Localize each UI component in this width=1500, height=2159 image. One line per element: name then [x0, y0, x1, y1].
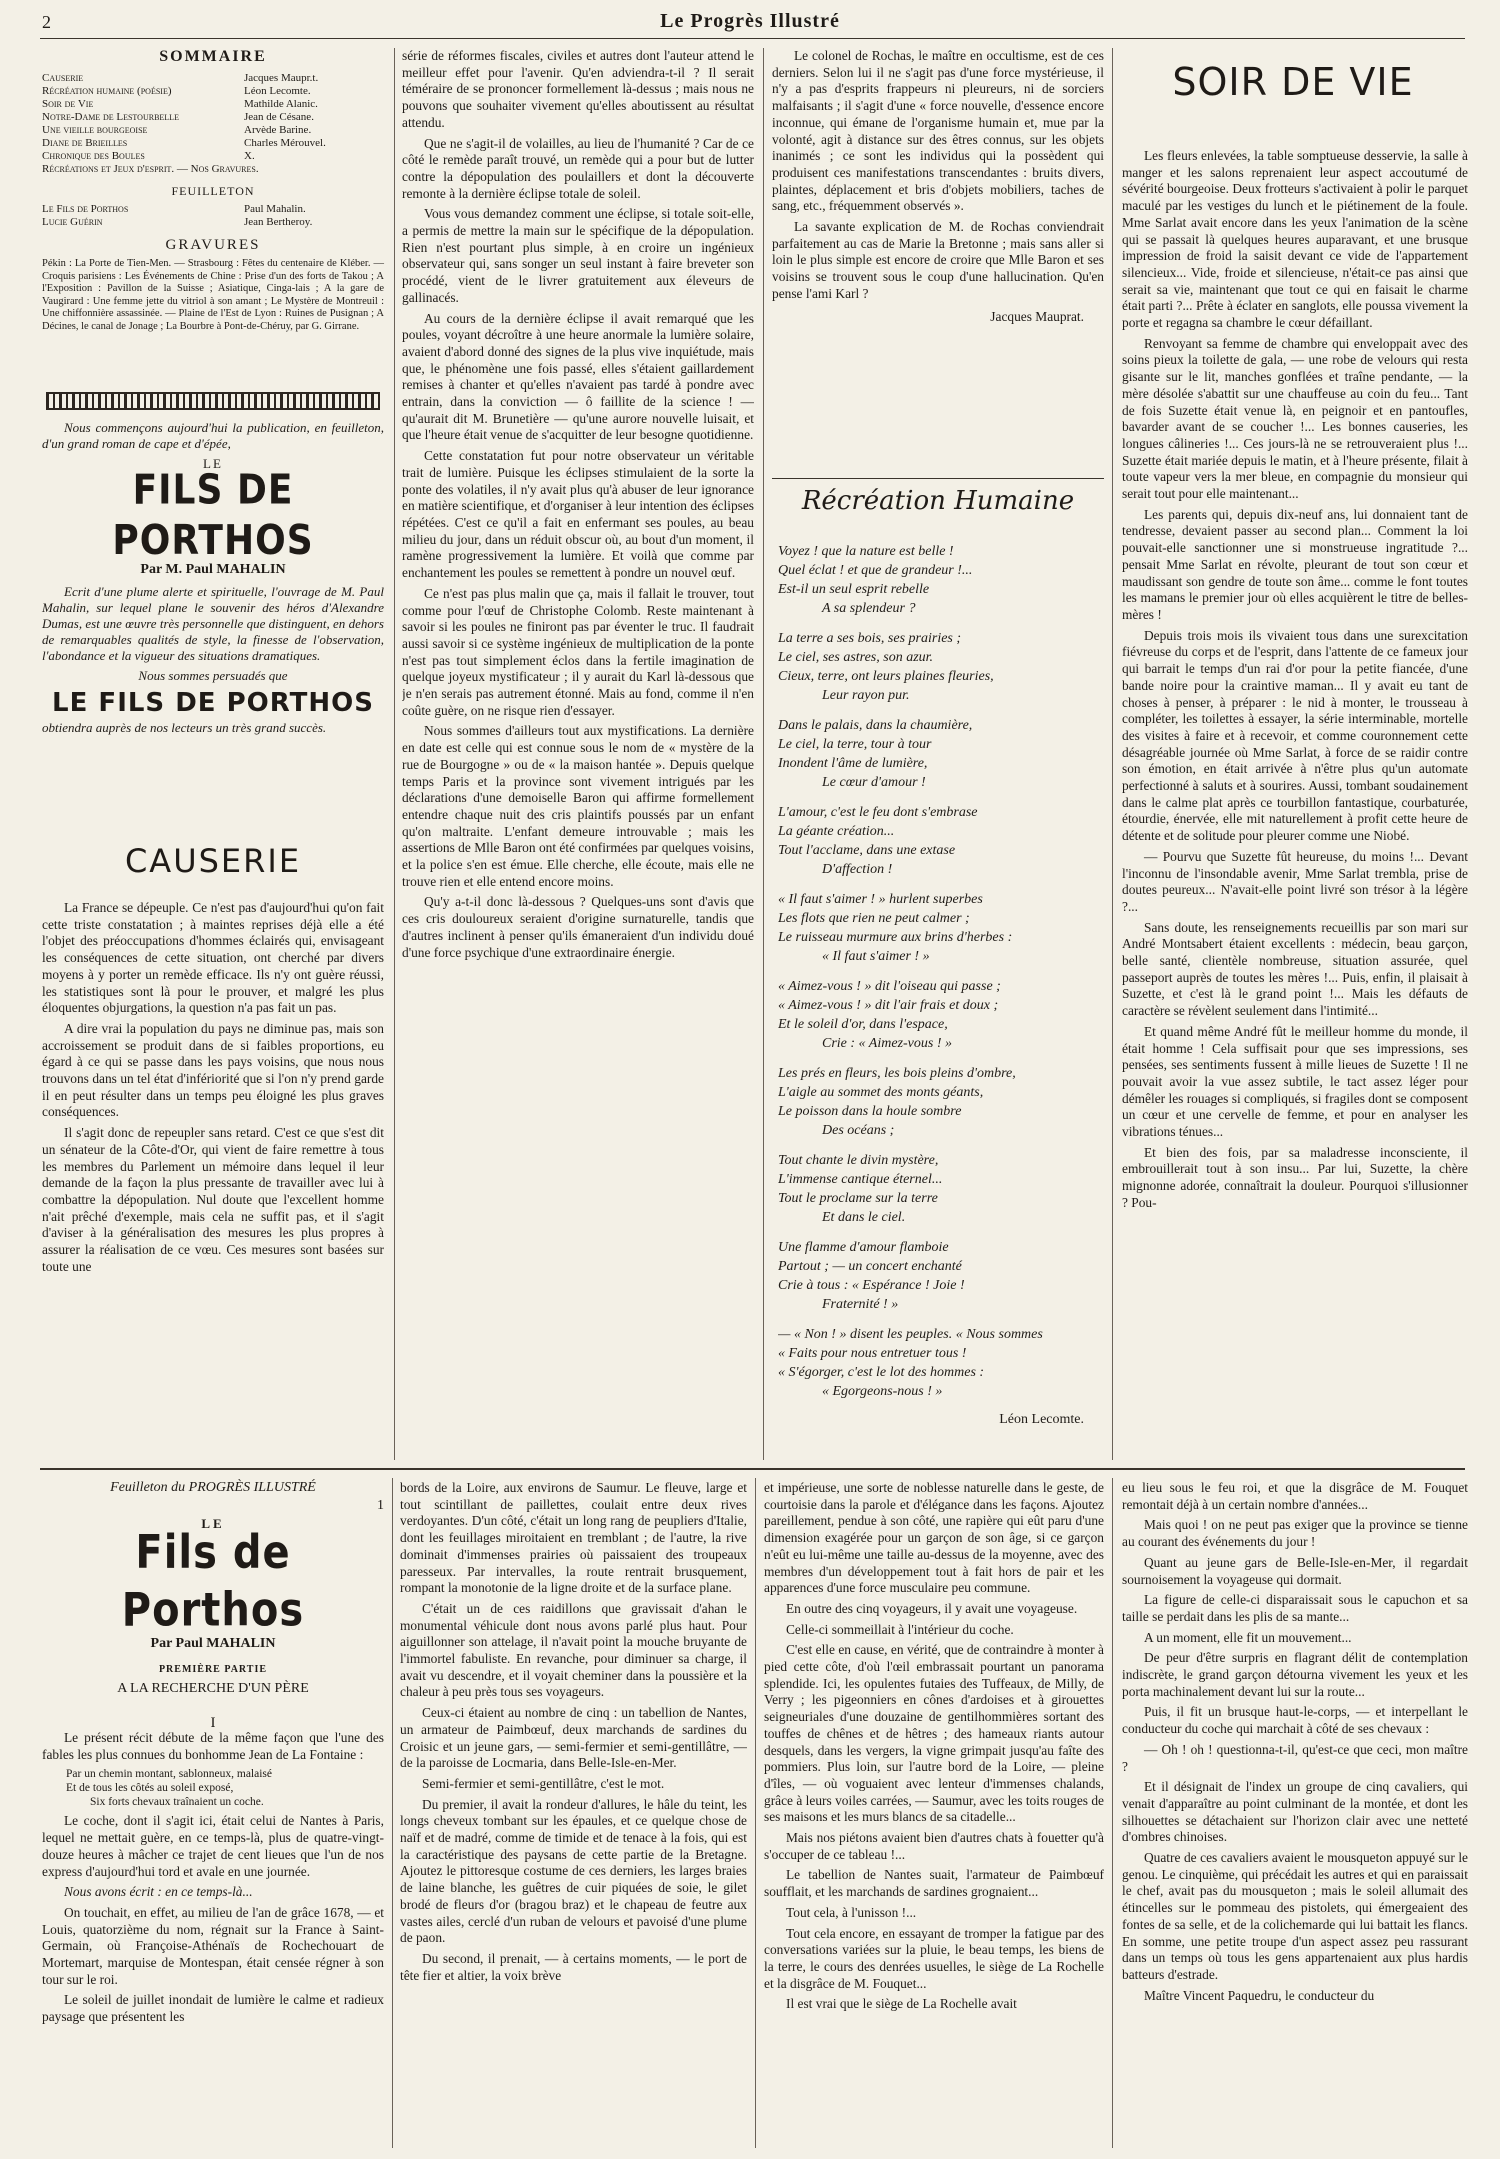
poem-line: Le cœur d'amour ! [822, 775, 926, 790]
poem-line: « Aimez-vous ! » dit l'oiseau qui passe ; [778, 979, 1001, 994]
sommaire-row: Causerie Jacques Maupr.t. [42, 72, 319, 84]
poem-line: « Il faut s'aimer ! » [822, 949, 930, 964]
poem-stanza [778, 890, 1104, 966]
poem-stanza [778, 1064, 1104, 1140]
paragraph: Renvoyant sa femme de chambre qui enveloppait avec des soins pieux la toilette de gala, — une robe de velours qui resta gisante sur le lit, manches gonflées et traîne pendante, — la mère désolée s'abattit sur une chauffeuse au coin du feu... Tant de fois Suzette était venue là, en peignoir et en pantoufles, bavarder avant de se coucher !... Les bonnes causeries, les longues câlineries !... Ces jours-là ne se retrouveraient plus !... Suzette était mariée depuis le matin, et à l'heure présente, filait à toute vapeur vers la mer bleue, en compagnie du monsieur qui serait tout pour elle maintenant... [1122, 335, 1468, 502]
paragraph: Il s'agit donc de repeupler sans retard. C'est ce que s'est dit un sénateur de la Côte-d'Or, qui vient de faire remettre à tous les membres du Parlement un mémoire dans lequel il leur demande de la façon la plus pressante de travailler avec lui à combattre la dépopulation. Nul doute que l'excellent homme n'ait prêché d'exemple, mais cela ne suffit pas, et il s'agit d'aviser à la généralisation des mesures les plus propres à assurer la réalisation de ce vœu. Ces mesures sont basées sur toute une [42, 1125, 384, 1274]
paragraph: La France se dépeuple. Ce n'est pas d'aujourd'hui qu'on fait cette triste constatation ; à maintes reprises déjà elle a été l'objet des préoccupations d'hommes éclairés qui, envisageant les conséquences de cette situation, ont cherché par divers moyens à y porter un remède efficace. Ils n'y ont guère réussi, les statistiques sont là pour le prouver, et malgré les plus éloquentes objurgations, la question n'a pas fait un pas. [42, 900, 384, 1016]
poem-signature: Léon Lecomte. [999, 1412, 1084, 1427]
paragraph: Le soleil de juillet inondait de lumière le calme et radieux paysage que présentent les [42, 1992, 384, 2025]
column-rule [1112, 1478, 1113, 2148]
paragraph: De peur d'être surpris en flagrant délit de contemplation indiscrète, le grand garçon détourna vivement les yeux et les porta machinalement devant lui sur la route... [1122, 1650, 1468, 1699]
paragraph: Sans doute, les renseignements recueillis par son mari sur André Montsabert étaient excellents : médecin, beau garçon, belle santé, clientèle nombreuse, situation assurée, quel passeport auprès de toutes les mères !... Puis, enfin, il plaisait à Suzette, et c'est là le grand point !... Mais les défauts de caractère se révèlent seulement dans l'intimité... [1122, 919, 1468, 1019]
column-rule [763, 48, 764, 1460]
sommaire-row: Chronique des Boules X. [42, 150, 255, 162]
poem-line: La géante création... [778, 824, 895, 839]
paragraph: Celle-ci sommeillait à l'intérieur du coche. [786, 1621, 1014, 1637]
poem-stanza [778, 1238, 1104, 1314]
announcement-block [42, 420, 384, 736]
poem-line: D'affection ! [822, 862, 893, 877]
paragraph: Il est vrai que le siège de La Rochelle avait [786, 1996, 1017, 2012]
sommaire-block [42, 48, 384, 333]
poem-line: Leur rayon pur. [822, 688, 910, 703]
paragraph: Et il désignait de l'index un groupe de cinq cavaliers, qui venait d'apparaître au point culminant de la montée, et dont les silhouettes se détachaient sur l'horizon clair avec une netteté d'ombres chinoises. [1122, 1779, 1468, 1845]
paragraph: Le colonel de Rochas, le maître en occultisme, est de ces derniers. Selon lui il ne s'agit pas d'une force mystérieuse, il n'y a pas d'esprits frappeurs ni pleureurs, ni de sorciers malfaisants ; il s'agit d'une « force nouvelle, d'essence encore inconnue, qui émane de l'organisme humain et, mue par la volonté, agit à distance sur des êtres connus, sur les objets inanimés ; ce sont les individus qui la possèdent qui produisent ces manifestations transcendantes : bruits divers, plaintes, déplacement et bris d'objets mobiliers, taches de sang, etc., fréquemment observés ». [772, 48, 1104, 214]
paragraph: Tout cela, à l'unisson !... [786, 1904, 917, 1920]
announce-author: Par M. Paul MAHALIN [140, 562, 286, 577]
paragraph: — Oh ! oh ! questionna-t-il, qu'est-ce que ceci, mon maître ? [1122, 1741, 1468, 1774]
causerie-column-2 [402, 48, 754, 1460]
quote-line: Et de tous les côtés au soleil exposé, [66, 1782, 234, 1795]
poem-line: Est-il un seul esprit rebelle [778, 582, 930, 597]
paragraph: Nous sommes d'ailleurs tout aux mystifications. La dernière en date est celle qui est connue sous le nom de « mystère de la rue de Bourgogne » ou de « la maison hantée ». Depuis quelque temps Paris et la province sont vivement intrigués par les déclarations d'une demoiselle Baron qui affirme formellement entendre chaque nuit des cris plaintifs poussés par un enfant qu'on maltraite. L'enfant demeure introuvable ; mais les assertions de Mlle Baron ont été confirmées par quelques voisins, et la police s'en est émue. Elle cherche, elle écoute, mais elle ne trouve rien et elle entend encore moins. [402, 723, 754, 889]
journal-title: Le Progrès Illustré [660, 10, 840, 32]
gravures-title: GRAVURES [165, 237, 261, 253]
poem-line: Tout chante le divin mystère, [778, 1153, 939, 1168]
paragraph: Depuis trois mois ils vivaient tous dans une surexcitation fiévreuse du corps et de l'esprit, dans l'attente de ce fameux jour qui barrait le temps d'un rai d'or pour la petite fiancée, d'une bande noire pour la craintive maman... Il y avait eu tant de choses à penser, à préparer : le nid à monter, le trousseau à compléter, les toilettes à essayer, la série interminable, mortelle des visites à faire et à recevoir, et comme couronnement cette désagréable journée où Mme Sarlat, à force de se raidir contre son émotion, en était arrivée à n'être plus qu'un automate perfectionné à saluts et à sourires. Aussi, tombant soudainement dans le calme plat après ce tourbillon fantastique, courbaturée, étourdie, énervée, elle mit naturellement à profit cette heure de détente et de solitude pour pleurer comme une Niobé. [1122, 627, 1468, 844]
paragraph: Les fleurs enlevées, la table somptueuse desservie, la salle à manger et les salons reprenaient leur aspect accoutumé de sévérité bourgeoise. Deux frotteurs s'activaient à polir le parquet maculé par les vestiges du lunch et le piétinement de la foule. Mme Sarlat avait encore dans les yeux l'animation de la scène qui se passait là quelques heures auparavant, et une brusque impression de froid la saisit devant ce vide de l'appartement silencieux... Vide, froide et silencieuse, n'était-ce pas ainsi que serait sa vie, maintenant que tout ce qui en faisait le charme était parti ?... Prête à éclater en sanglots, elle poussa vivement la porte et regagna sa chambre le cœur défaillant. [1122, 148, 1468, 331]
fable-quote [42, 1767, 384, 1809]
poem-line: Dans le palais, dans la chaumière, [778, 718, 973, 733]
poem-line: Tout le proclame sur la terre [778, 1191, 938, 1206]
column-rule [755, 1478, 756, 2148]
poem-stanza [778, 977, 1104, 1053]
feuilleton-header [42, 1480, 384, 1732]
poem-stanza [778, 1325, 1104, 1401]
soir-title: SOIR DE VIE [1172, 60, 1414, 104]
poem-line: A sa splendeur ? [822, 601, 916, 616]
poem-line: Tout l'acclame, dans une extase [778, 843, 956, 858]
paragraph: Mais quoi ! on ne peut pas exiger que la province se tienne au courant des événements du jour ! [1122, 1517, 1468, 1550]
paragraph: Ce n'est pas plus malin que ça, mais il fallait le trouver, tout comme pour l'œuf de Christophe Colomb. Reste maintenant à savoir si les poules ne finiront pas par éventer le truc. Il faudrait aussi savoir si ce système ingénieux de multiplication de la ponte n'est pas tout simplement éclos dans la fertile imagination de quelque joyeux mystificateur ; il y aurait du Karl là-dessous que je n'en serais pas autrement étonné. Mais au fond, comme il n'en coûte guère, on ne risque rien d'essayer. [402, 585, 754, 718]
announce-title: FILS DE PORTHOS [112, 466, 314, 565]
poem-line: Voyez ! que la nature est belle ! [778, 544, 954, 559]
poem-line: Les prés en fleurs, les bois pleins d'ombre, [778, 1066, 1016, 1081]
poem-line: Quel éclat ! et que de grandeur !... [778, 563, 973, 578]
announce-description: Ecrit d'une plume alerte et spirituelle, l'ouvrage de M. Paul Mahalin, sur lequel plane le souvenir des héros d'Alexandre Dumas, est une œuvre très personnelle que distinguent, en dehors de remarquables qualités de style, la finesse de l'observation, l'abondance et la vigueur des situations dramatiques. [42, 584, 384, 663]
section-rule [772, 478, 1104, 479]
paragraph: La savante explication de M. de Rochas conviendrait parfaitement au cas de Marie la Bretonne ; mais sans aller si loin le plus simple est encore de croire que Mlle Baron et ses voisins se trouvent sous le coup d'une hallucination. Qu'en pense l'ami Karl ? [772, 219, 1104, 301]
paragraph: C'était un de ces raidillons que gravissait d'ahan le monumental véhicule dont nous avons parlé plus haut. Pour aiguillonner son attelage, il n'avait point la mouche bruyante de l'immortel fabuliste. En revanche, pour diminuer sa charge, il avait vu descendre, et il voyait cheminer dans la poussière et la chaleur à peu près tous ses voyageurs. [400, 1600, 747, 1700]
poem-line: Le poisson dans la houle sombre [778, 1104, 962, 1119]
poem-stanza [778, 1151, 1104, 1227]
gravures-text: Pékin : La Porte de Tien-Men. — Strasbourg : Fêtes du centenaire de Kléber. — Croquis parisiens : Les Événements de Chine : Prise d'un des forts de Takou ; A l'Exposition : Pavillon de la Suisse ; Asiatique, Cinga-lais ; A la gare de Vaugirard : Une femme jette du vitriol à son amant ; Le Mystère de Montreuil : Une chiffonnière assassinée. — Plaine de l'Est de Lyon : Ruines de Pusignan ; A Décines, le canal de Jonage ; La Bourbre à Pont-de-Chéruy, par G. Girrane. [42, 258, 384, 332]
paragraph: Et quand même André fût le meilleur homme du monde, il était homme ! Cela suffisait pour que ses impressions, ses pensées, ses sentiments fussent à mille lieues de Suzette ! Il ne pouvait avoir la vue assez subtile, le tact assez léger pour démêler les rouages si compliqués, si fragiles dont se composent un cœur et une cervelle de femme, et pour en analyser les vibrations ténues... [1122, 1023, 1468, 1140]
feuilleton-subtitle: A LA RECHERCHE D'UN PÈRE [117, 1681, 309, 1696]
paragraph: Qu'y a-t-il donc là-dessous ? Quelques-uns sont d'avis que ces cris douloureux seraient d'origine surnaturelle, tandis que d'autres inclinent à penser qu'ils émaneraient d'un individu doué d'une force psychique d'une extraordinaire énergie. [402, 894, 754, 960]
poem-line: Crie à tous : « Espérance ! Joie ! [778, 1278, 965, 1293]
paragraph: et impérieuse, une sorte de noblesse naturelle dans le geste, de courtoisie dans la parole et d'élégance dans les façons. Ajoutez pareillement, pendue à son côté, une rapière qui eût paru d'une dimension exagérée pour un garçon de son âge, si ce garçon n'eût eu lui-même une taille au-dessus de la moyenne, avec des membres d'un développement tout à fait hors de pair et les apparences d'une force musculaire peu commune. [764, 1480, 1104, 1596]
paragraph: Du second, il prenait, — à certains moments, — le port de tête fier et altier, la voix brève [400, 1950, 747, 1983]
poem-stanza [778, 542, 1104, 618]
header-rule [40, 38, 1465, 39]
paragraph: — Pourvu que Suzette fût heureuse, du moins !... Devant l'inconnu de l'insondable avenir, Mme Sarlat trembla, prise de doutes peureux... N'avait-elle point livré son trésor à la légère ?... [1122, 848, 1468, 914]
feuilleton-author: Par Paul MAHALIN [150, 1636, 276, 1651]
feuilleton-label: Feuilleton du PROGRÈS ILLUSTRÉ [110, 1480, 316, 1495]
paragraph: Que ne s'agit-il de volailles, au lieu de l'humanité ? Car de ce côté le remède paraît trouvé, un remède qui a pour but de lutter contre la dépopulation des poulaillers et dont la découverte remonte à la dernière éclipse totale de soleil. [402, 135, 754, 201]
quote-line: Par un chemin montant, sablonneux, malaisé [66, 1768, 272, 1781]
paragraph: Nous avons écrit : en ce temps-là... [64, 1884, 253, 1900]
poem-line: Le ruisseau murmure aux brins d'herbes : [778, 930, 1013, 945]
poem-line: Une flamme d'amour flamboie [778, 1240, 949, 1255]
paragraph: En outre des cinq voyageurs, il y avait une voyageuse. [786, 1600, 1078, 1616]
paragraph: Au cours de la dernière éclipse il avait remarqué que les poules, voyant décroître à une heure anormale la lumière solaire, avaient d'abord donné des signes de la plus vive inquiétude, mais que, le phénomène une fois passé, elles s'étaient gaillardement remises à chanter et qu'elles n'avaient pas tardé à pondre avec entrain, dans la conviction — ô faillite de la science ! — qu'aurait dit M. Brunetière — qu'une aurore nouvelle luisait, et que l'heure était venue de s'acquitter de leur besogne quotidienne. [402, 310, 754, 443]
paragraph: La figure de celle-ci disparaissait sous le capuchon et sa taille se perdait dans les plis de sa mante... [1122, 1592, 1468, 1624]
paragraph: Ceux-ci étaient au nombre de cinq : un tabellion de Nantes, un armateur de Paimbœuf, deux marchands de sardines du Croisic et un jeune gars, — semi-fermier et semi-gentillâtre, — de la paroisse de Locmaria, dans Belle-Isle-en-Mer. [400, 1705, 747, 1771]
poem-line: Fraternité ! » [822, 1297, 899, 1312]
quote-line: Six forts chevaux traînaient un coche. [90, 1796, 264, 1809]
paragraph: Tout cela encore, en essayant de tromper la fatigue par des conversations variées sur la pluie, le beau temps, les biens de la terre, le cours des denrées usuelles, le siège de La Rochelle et la disgrâce de M. Fouquet... [764, 1925, 1104, 1991]
feuilleton-part: PREMIÈRE PARTIE [158, 1664, 268, 1675]
announce-intro: Nous commençons aujourd'hui la publication, en feuilleton, d'un grand roman de cape et d'épée, [42, 420, 384, 451]
paragraph: Quant au jeune gars de Belle-Isle-en-Mer, il regardait sournoisement la voyageuse qui dormait. [1122, 1554, 1468, 1587]
paragraph: Le coche, dont il s'agit ici, était celui de Nantes à Paris, lequel ne mettait guère, en ce temps-là, plus de quatre-vingt-douze heures à mâcher ce trajet de cent lieues que l'un de nos express d'aujourd'hui tord et avale en une journée. [42, 1813, 384, 1879]
feuilleton-le: LE [201, 1516, 225, 1531]
poem-line: Partout ; — un concert enchanté [778, 1259, 962, 1274]
paragraph: Les parents qui, depuis dix-neuf ans, lui donnaient tant de tendresse, devaient passer au second plan... Comment la loi pouvait-elle sanctionner une si monstrueuse ingratitude ?... pensait Mme Sarlat en révolte, pleurant de tout son cœur et maudissant son gendre de toute son âme... comme le font toutes les mamans le premier jour où elles acquièrent le titre de belles-mères ! [1122, 506, 1468, 622]
feuilleton-column-3 [764, 1480, 1104, 2150]
paragraph: eu lieu sous le feu roi, et que la disgrâce de M. Fouquet remontait déjà à un certain nombre d'années... [1122, 1480, 1468, 1512]
poem-line: Cieux, terre, ont leurs plaines fleuries, [778, 669, 994, 684]
feuilleton-column-2 [400, 1480, 747, 2150]
paragraph: Quatre de ces cavaliers avaient le mousqueton appuyé sur le genou. Le cinquième, qui précédait les autres et qui en paraissait le chef, avait pas du mousqueton ; mais le soleil allumait des étincelles sur le pommeau des pistolets, qui émergeaient des fontes de sa selle, et de la colichemarde qui lui battait les flancs. En somme, une petite troupe d'un aspect assez peu rassurant dans un temps où tous les gens appartenaient aux plus hardis batteurs d'estrade. [1122, 1850, 1468, 1982]
feuilleton-column-4 [1122, 1480, 1468, 2150]
feuilleton-column-1 [42, 1730, 384, 2150]
chapter-number: I [210, 1715, 216, 1731]
causerie-signature: Jacques Mauprat. [990, 308, 1084, 324]
poem-line: « Faits pour nous entretuer tous ! [778, 1346, 967, 1361]
paragraph: série de réformes fiscales, civiles et autres dont l'auteur attend le meilleur effet pour l'avenir. Qu'en adviendra-t-il ? Il serait téméraire de se prononcer formellement là-dessus ; mais nous ne pouvons que souhaiter vivement qu'elles aboutissent au résultat attendu. [402, 48, 754, 130]
sommaire-row: Le Fils de Porthos Paul Mahalin. [42, 203, 306, 215]
sommaire-row: Soir de Vie Mathilde Alanic. [42, 98, 318, 110]
poem-line: — « Non ! » disent les peuples. « Nous sommes [778, 1327, 1043, 1342]
paragraph: A dire vrai la population du pays ne diminue pas, mais son accroissement se produit dans de si faibles proportions, eu égard à ce qui se passe dans les pays voisins, que nous nous trouvons dans un tel état d'infériorité que si l'on n'y prend garde il en peut résulter dans un temps peu éloigné les plus graves conséquences. [42, 1020, 384, 1120]
poem-line: L'aigle au sommet des monts géants, [778, 1085, 984, 1100]
poem-line: Le ciel, la terre, tour à tour [778, 737, 932, 752]
poem-line: L'amour, c'est le feu dont s'embrase [778, 805, 978, 820]
announce-persuaded: Nous sommes persuadés que [138, 668, 288, 683]
column-rule [392, 1478, 393, 2148]
poem-line: Des océans ; [822, 1123, 895, 1138]
paragraph: Puis, il fit un brusque haut-le-corps, — et interpellant le conducteur du coche qui marchait à côté de ses chevaux : [1122, 1704, 1468, 1737]
column-rule [394, 48, 395, 1460]
sommaire-row: Diane de Brieilles Charles Mérouvel. [42, 137, 326, 149]
paragraph: Le tabellion de Nantes suait, l'armateur de Paimbœuf soufflait, et les marchands de sardines grognaient... [764, 1867, 1104, 1900]
poem-stanza [778, 629, 1104, 705]
poem-stanza [778, 803, 1104, 879]
paragraph: Cette constatation fut pour notre observateur un véritable trait de lumière. Puisque les éclipses stimulaient de la sorte la ponte des volatiles, il n'y avait plus qu'à abuser de leur ignorance en matière scientifique, et d'organiser à leur intention des éclipses répétées. C'est ce qu'il a fait en enfermant ses poules, au beau milieu du jour, dans un réduit obscur où, au bout d'un moment, il ramène progressivement la lumière. Et voilà que comme par enchantement les poules se remettent à pondre un nouvel œuf. [402, 448, 754, 581]
paragraph: Du premier, il avait la rondeur d'allures, le hâle du teint, les longs cheveux tombant sur les épaules, et ce quelque chose de naïf et de madré, comme de timide et de tenace à la fois, qui est la caractéristique des paysans de cette partie de la Bretagne. Ajoutez le pittoresque costume de ces derniers, les larges braies de laine blanche, les guêtres de cuir piquées de soie, le gilet brodé de fleurs d'or (bragou braz) et le chapeau de feutre aux vastes ailes, cerclé d'un ruban de velours et pavoisé d'une plume de paon. [400, 1796, 747, 1946]
poem-line: Crie : « Aimez-vous ! » [822, 1036, 952, 1051]
poem-line: Inondent l'âme de lumière, [778, 756, 928, 771]
sommaire-row: Une vieille bourgeoise Arvède Barine. [42, 124, 312, 136]
poem-line: « Aimez-vous ! » dit l'air frais et doux ; [778, 998, 999, 1013]
poem-line: « S'égorger, c'est le lot des hommes : [778, 1365, 985, 1380]
soir-column [1122, 148, 1468, 1460]
sommaire-row: Récréation humaine (poésie) Léon Lecomte. [42, 85, 311, 97]
poem-line: « Il faut s'aimer ! » hurlent superbes [778, 892, 983, 907]
column-rule [1112, 48, 1113, 1460]
sommaire-row: Notre-Dame de Lestourbelle Jean de Césane. [42, 111, 314, 123]
poem-line: Les flots que rien ne peut calmer ; [778, 911, 970, 926]
paragraph: Mais nos piétons avaient bien d'autres chats à fouetter qu'à s'occuper de ce tableau !... [764, 1830, 1104, 1862]
paragraph: Le présent récit débute de la même façon que l'une des fables les plus connues du bonhomme Jean de La Fontaine : [42, 1730, 384, 1762]
ornamental-border [46, 392, 380, 410]
paragraph: A un moment, elle fit un mouvement... [1144, 1629, 1352, 1645]
paragraph: Et bien des fois, par sa maladresse inconsciente, il embrouillerait tout à son insu... Par lui, Suzette, la chère mignonne adorée, connaîtrait la douleur. Pourquoi s'illusionner ? Pou- [1122, 1144, 1468, 1210]
paragraph: C'est elle en cause, en vérité, que de contraindre à monter à pied cette côte, d'où l'œil embrassait pourtant un panorama splendide. Ici, les opulentes futaies des Tuffeaux, de Milly, de Verry ; les pigeonniers en cônes d'ardoises et à girouettes seigneuriales d'une douzaine de gentilhommières sortant des touffes de chênes et de hêtres ; des hameaux riants autour desquels, dans les vergers, la vigne grimpait jusqu'au faîte des pommiers. Plus loin, sur l'autre bord de la Loire, — pleine d'îles, — où voguaient avec lenteur d'immenses chalands, grâce à leurs voiles carrées, — Saumur, avec les toits rouges de ses maisons et les murs blancs de sa citadelle... [764, 1642, 1104, 1825]
poem-line: Et dans le ciel. [822, 1210, 906, 1225]
feuilleton-divider [40, 1468, 1465, 1470]
poem-title: Récréation Humaine [801, 486, 1075, 516]
announce-obtain: obtiendra auprès de nos lecteurs un très grand succès. [42, 720, 327, 735]
paragraph: Semi-fermier et semi-gentillâtre, c'est le mot. [422, 1775, 665, 1791]
poem-line: Le ciel, ses astres, son azur. [778, 650, 934, 665]
sommaire-row: Lucie Guérin Jean Bertheroy. [42, 216, 313, 228]
feuilleton-number: 1 [377, 1498, 384, 1513]
causerie-title: CAUSERIE [124, 842, 302, 880]
sommaire-row: Récréations et Jeux d'esprit. — Nos Gravures. [42, 163, 259, 175]
page-number: 2 [42, 12, 51, 32]
paragraph: Maître Vincent Paquedru, le conducteur du [1144, 1987, 1375, 2003]
poem-line: « Egorgeons-nous ! » [822, 1384, 943, 1399]
poem-line: Et le soleil d'or, dans l'espace, [778, 1017, 948, 1032]
feuilleton-subtitle: FEUILLETON [171, 184, 255, 198]
poem-line: La terre a ses bois, ses prairies ; [778, 631, 962, 646]
poem-stanza [778, 716, 1104, 792]
poem-line: L'immense cantique éternel... [778, 1172, 943, 1187]
sommaire-title: SOMMAIRE [159, 48, 267, 65]
poem-body [778, 542, 1104, 1457]
paragraph: On touchait, en effet, au milieu de l'an de grâce 1678, — et Louis, quatorzième du nom, régnait sur la France à Saint-Germain, où Françoise-Athénaïs de Rochechouart de Mortemart, marquise de Montespan, était censée régner à son tour sur le roi. [42, 1904, 384, 1987]
announce-title-2: LE FILS DE PORTHOS [52, 688, 374, 718]
causerie-column-1 [42, 900, 384, 1460]
paragraph: Vous vous demandez comment une éclipse, si totale soit-elle, a permis de mettre la main sur le spécifique de la dépopulation. Rien n'est pourtant plus simple, à en croire un ingénieux observateur qui, sans songer un seul instant à faire breveter son procédé, vient de le livrer gratuitement aux éleveurs de gallinacés. [402, 206, 754, 305]
announce-le: LE [203, 456, 223, 471]
paragraph: bords de la Loire, aux environs de Saumur. Le fleuve, large et tout scintillant de paillettes, coulait entre deux rives verdoyantes. D'un côté, c'était un long rang de peupliers d'Italie, dont les feuillages miroitaient en tremblant ; de l'autre, la rive dominait d'immenses prairies où paissaient des troupeaux paresseux. Par intervalles, la route rentrait brusquement, rompant la monotonie de la ligne droite et de la surface plane. [400, 1480, 747, 1596]
feuilleton-title: Fils de Porthos [121, 1526, 305, 1638]
causerie-column-3 [772, 48, 1104, 478]
